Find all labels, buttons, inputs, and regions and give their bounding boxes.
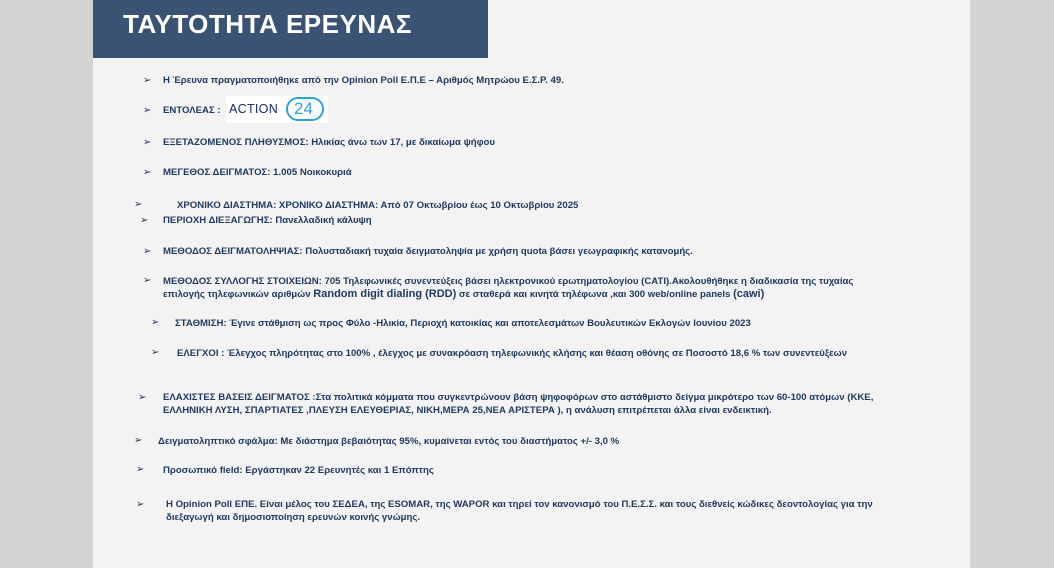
bullet-arrow-icon: ➢ bbox=[143, 246, 152, 257]
list-item-sampling-error: Δειγματοληπτικό σφάλμα: Με διάστημα βεβαιότητας 95%, κυμαίνεται εντός του διαστήματος +/- 3,0 % bbox=[158, 436, 620, 447]
list-item-sample-size: ΜΕΓΕΘΟΣ ΔΕΙΓΜΑΤΟΣ: 1.005 Νοικοκυριά bbox=[163, 167, 352, 178]
bullet-arrow-icon: ➢ bbox=[134, 435, 143, 446]
list-item-min-bases-line1: ΕΛΑΧΙΣΤΕΣ ΒΑΣΕΙΣ ΔΕΙΓΜΑΤΟΣ :Στα πολιτικά κόμματα που συγκεντρώνουν βάση ψηφοφόρων στο αστάθμιστο δείγμα μικρότερο των 60-100 ατόμων (ΚΚΕ, bbox=[163, 392, 874, 403]
logo-number: 24 bbox=[294, 99, 313, 118]
bullet-arrow-icon: ➢ bbox=[151, 347, 160, 358]
list-item-field-staff: Προσωπικό field: Εργάστηκαν 22 Ερευνητές και 1 Επόπτης bbox=[163, 465, 434, 476]
list-item-area: ΠΕΡΙΟΧΗ ΔΙΕΞΑΓΩΓΗΣ: Πανελλαδική κάλυψη bbox=[163, 215, 372, 226]
list-item-weighting: ΣΤΑΘΜΙΣΗ: Έγινε στάθμιση ως προς Φύλο -Ηλικία, Περιοχή κατοικίας και αποτελεσμάτων Βουλευτικών Εκλογών Ιουνίου 2023 bbox=[175, 318, 751, 329]
list-item-client: ΕΝΤΟΛΕΑΣ : bbox=[163, 105, 221, 116]
bullet-arrow-icon: ➢ bbox=[143, 167, 152, 178]
bullet-arrow-icon: ➢ bbox=[143, 75, 152, 86]
bullet-arrow-icon: ➢ bbox=[134, 199, 143, 210]
list-item-collection-method-line1: ΜΕΘΟΔΟΣ ΣΥΛΛΟΓΗΣ ΣΤΟΙΧΕΙΩΝ: 705 Τηλεφωνικές συνεντεύξεις βάσει ηλεκτρονικού ερωτηματολογίου (CATI).Ακολουθήθηκε η διαδικασία της τυχαίας bbox=[163, 276, 854, 287]
list-item-controls: ΕΛΕΓΧΟΙ : Έλεγχος πληρότητας στο 100% , έλεγχος με συνακρόαση τηλεφωνικής κλήσης και θέαση οθόνης σε Ποσοστό 18,6 % των συνεντεύξεων bbox=[177, 348, 848, 359]
bullet-arrow-icon: ➢ bbox=[138, 392, 147, 403]
bullet-arrow-icon: ➢ bbox=[136, 464, 145, 475]
bullet-arrow-icon: ➢ bbox=[143, 275, 152, 286]
logo-word: ACTION bbox=[229, 102, 279, 116]
list-item-collection-method-line2: επιλογής τηλεφωνικών αριθμών Random digit dialing (RDD) σε σταθερά και κινητά τηλέφωνα ,και 300 web/online panels (cawi) bbox=[163, 288, 765, 300]
bullet-arrow-icon: ➢ bbox=[143, 105, 152, 116]
bullet-arrow-icon: ➢ bbox=[136, 499, 145, 510]
title-banner bbox=[93, 0, 488, 58]
page-title: ΤΑΥΤΟΤΗΤΑ ΕΡΕΥΝΑΣ bbox=[123, 9, 412, 39]
list-item-membership-line1: Η Opinion Poll ΕΠΕ. Είναι μέλος του ΣΕΔΕΑ, της ESOMAR, της WAPOR και τηρεί τον κανονισμό του Π.Ε.Σ.Σ. και τους διεθνείς κώδικες δεοντολογίας για την bbox=[166, 499, 873, 510]
list-item-agency: Η Έρευνα πραγματοποιήθηκε από την Opinion Poll Ε.Π.Ε – Αριθμός Μητρώου Ε.Σ.Ρ. 49. bbox=[163, 75, 564, 86]
logo-badge bbox=[286, 97, 324, 121]
list-item-population: ΕΞΕΤΑΖΟΜΕΝΟΣ ΠΛΗΘΥΣΜΟΣ: Ηλικίας άνω των 17, με δικαίωμα ψήφου bbox=[163, 137, 495, 148]
bullet-arrow-icon: ➢ bbox=[140, 215, 149, 226]
bullet-arrow-icon: ➢ bbox=[143, 137, 152, 148]
list-item-membership-line2: διεξαγωγή και δημοσιοποίηση ερευνών κοινής γνώμης. bbox=[166, 512, 421, 523]
list-item-sampling-method: ΜΕΘΟΔΟΣ ΔΕΙΓΜΑΤΟΛΗΨΙΑΣ: Πολυσταδιακή τυχαία δειγματοληψία με χρήση quota βάσει γεωγραφικής κατανομής. bbox=[163, 246, 693, 257]
bullet-arrow-icon: ➢ bbox=[151, 317, 160, 328]
list-item-period: ΧΡΟΝΙΚΟ ΔΙΑΣΤΗΜΑ: ΧΡΟΝΙΚΟ ΔΙΑΣΤΗΜΑ: Από 07 Οκτωβρίου έως 10 Οκτωβρίου 2025 bbox=[177, 200, 579, 211]
action24-logo bbox=[226, 96, 328, 123]
list-item-min-bases-line2: ΕΛΛΗΝΙΚΗ ΛΥΣΗ, ΣΠΑΡΤΙΑΤΕΣ ,ΠΛΕΥΣΗ ΕΛΕΥΘΕΡΙΑΣ, ΝΙΚΗ,ΜΕΡΑ 25,ΝΕΑ ΑΡΙΣΤΕΡΑ ), η ανάλυση επιτρέπεται άλλα είναι ενδεικτική. bbox=[163, 405, 772, 416]
